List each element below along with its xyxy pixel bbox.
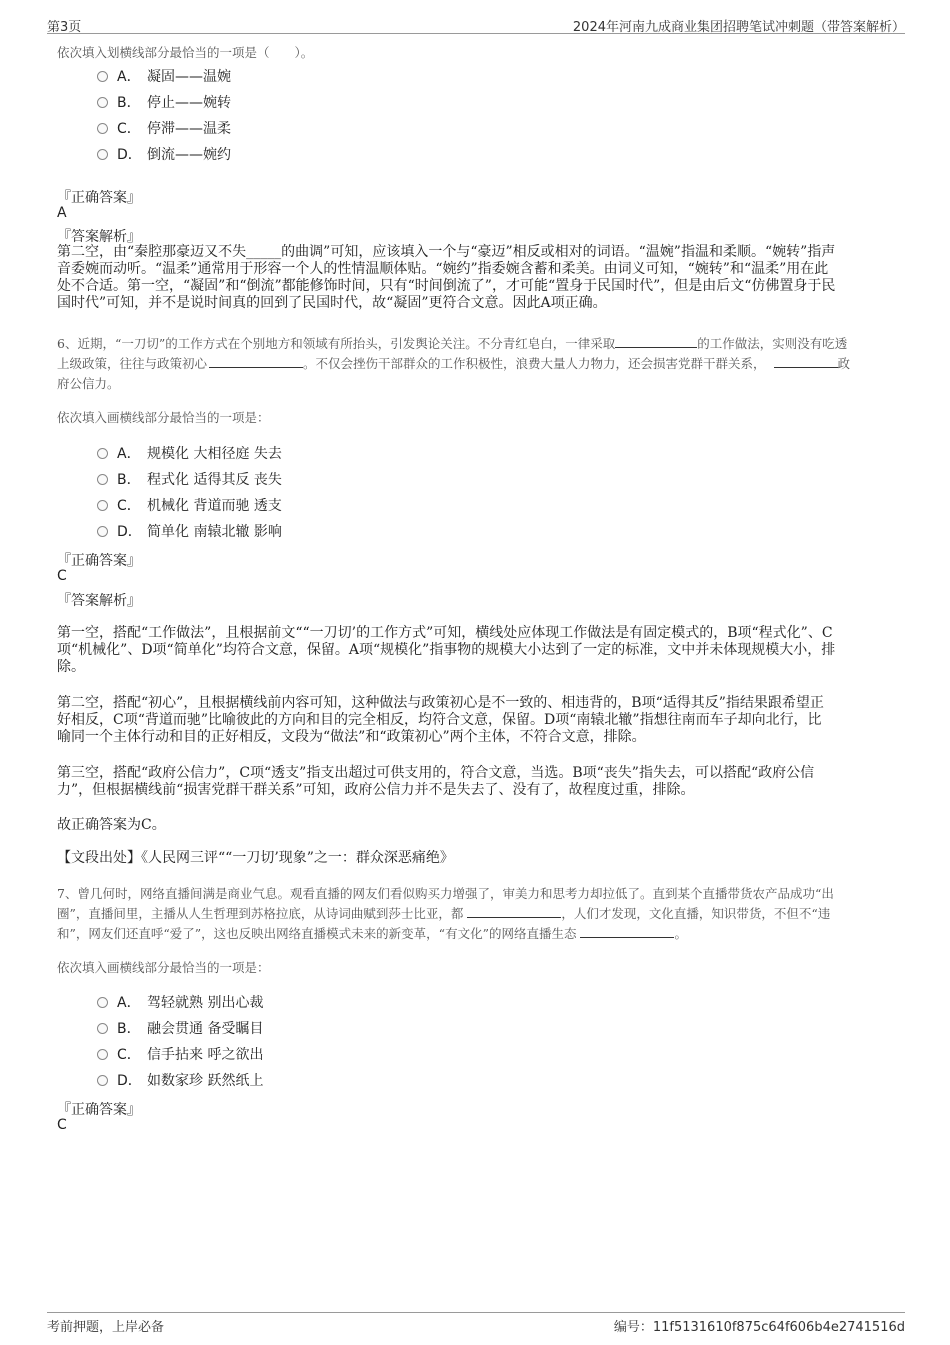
q5-analysis: 第二空，由“秦腔那豪迈又不失_____的曲调”可知，应该填入一个与“豪迈”相反或相对的词语。“温婉”指温和柔顺。“婉转”指声 音委婉而动听。“温柔”通常用于形容一个人的性情温顺体贴。“婉约”指委婉含蓄和柔美。由词义可知，“婉转”和“温柔”用在此 处不合适。第一空，“凝固”和“倒流”都能修饰时间，只有“时间倒流了”，才可能“置身于民国时代”，但是由后文“仿佛置身于民 国时代”可知，并不是说时间真的回到了民国时代，故“凝固”更符合文意。因此A项正确。	[57, 244, 836, 311]
q6-option-b[interactable]: B． 程式化 适得其反 丧失	[97, 469, 282, 491]
radio-icon[interactable]	[97, 448, 108, 459]
radio-icon[interactable]	[97, 123, 108, 134]
radio-icon[interactable]	[97, 500, 108, 511]
page-header	[47, 13, 905, 34]
q5-answer: A	[57, 205, 67, 221]
radio-icon[interactable]	[97, 526, 108, 537]
blank-line	[774, 355, 838, 368]
q6-source: 【文段出处】《人民网三评““一刀切’现象”之一：群众深恶痛绝》	[57, 850, 454, 866]
q6-stem: 6、近期，“一刀切”的工作方式在个别地方和领域有所抬头，引发舆论关注。不分青红皂白，一律采取 的工作做法，实则没有吃透 上级政策，往往与政策初心 。不仅会挫伤干部群众的工作积极性，浪费大量人力物力，还会损害党群干群关系， 政 府公信力。	[57, 336, 851, 391]
q6-answer-label: 『正确答案』	[57, 553, 141, 569]
q7-option-d[interactable]: D． 如数家珍 跃然纸上	[97, 1070, 263, 1092]
radio-icon[interactable]	[97, 1049, 108, 1060]
q7-option-b[interactable]: B． 融会贯通 备受瞩目	[97, 1018, 263, 1040]
q5-answer-label: 『正确答案』	[57, 190, 141, 206]
blank-line	[580, 925, 674, 938]
blank-line	[467, 905, 561, 918]
q6-analysis-label: 『答案解析』	[57, 593, 141, 609]
radio-icon[interactable]	[97, 71, 108, 82]
q7-option-a[interactable]: A． 驾轻就熟 别出心裁	[97, 992, 263, 1014]
q7-answer-label: 『正确答案』	[57, 1102, 141, 1118]
q6-answer: C	[57, 568, 67, 584]
q5-option-b[interactable]: B． 停止——婉转	[97, 92, 231, 114]
q7-prompt: 依次填入画横线部分最恰当的一项是：	[57, 960, 270, 975]
blank-line	[615, 335, 697, 348]
q6-analysis-p2: 第二空，搭配“初心”，且根据横线前内容可知，这种做法与政策初心是不一致的、相违背的，B项“适得其反”指结果跟希望正 好相反，C项“背道而驰”比喻彼此的方向和目的完全相反，均符合文意，保留。D项“南辕北辙”指想往南而车子却向北行，比 喻同一个主体行动和目的正好相反，文段为“做法”和“政策初心”两个主体，不符合文意，排除。	[57, 695, 824, 745]
q5-analysis-label: 『答案解析』	[57, 229, 141, 245]
page-footer	[47, 1312, 905, 1335]
document-title: 2024年河南九成商业集团招聘笔试冲刺题（带答案解析）	[572, 20, 905, 35]
q7-stem: 7、曾几何时，网络直播间满是商业气息。观看直播的网友们看似购买力增强了，审美力和思考力却拉低了。直到某个直播带货农产品成功“出 圈”，直播间里，主播从人生哲理到苏格拉底，从诗词曲赋到莎士比亚，都 ，人们才发现，文化直播，知识带货，不但不“违 和”，网友们还直呼“爱了”，这也反映出网络直播模式未来的新变革，“有文化”的网络直播生态 。	[57, 886, 834, 941]
q5-prompt: 依次填入划横线部分最恰当的一项是（ ）。	[57, 45, 314, 60]
q5-option-c[interactable]: C． 停滞——温柔	[97, 118, 231, 140]
q5-option-a[interactable]: A． 凝固——温婉	[97, 66, 231, 88]
q6-analysis-p3: 第三空，搭配“政府公信力”，C项“透支”指支出超过可供支用的，符合文意，当选。B项“丧失”指失去，可以搭配“政府公信 力”，但根据横线前“损害党群干群关系”可知，政府公信力并不是失去了、没有了，故程度过重，排除。	[57, 765, 815, 798]
blank-line	[209, 355, 303, 368]
footer-slogan: 考前押题，上岸必备	[47, 1320, 165, 1335]
q7-answer: C	[57, 1117, 67, 1133]
radio-icon[interactable]	[97, 997, 108, 1008]
radio-icon[interactable]	[97, 97, 108, 108]
page-number: 第3页	[47, 20, 82, 35]
q6-option-c[interactable]: C． 机械化 背道而驰 透支	[97, 495, 282, 517]
radio-icon[interactable]	[97, 1023, 108, 1034]
q6-conclusion: 故正确答案为C。	[57, 817, 166, 833]
q6-option-a[interactable]: A． 规模化 大相径庭 失去	[97, 443, 282, 465]
radio-icon[interactable]	[97, 1075, 108, 1086]
q6-analysis-p1: 第一空，搭配“工作做法”，且根据前文““一刀切’的工作方式”可知，横线处应体现工作做法是有固定模式的，B项“程式化”、C 项“机械化”、D项“简单化”均符合文意，保留。A项“规模化”指事物的规模大小达到了一定的标准，文中并未体现规模大小，排 除。	[57, 625, 836, 675]
document-code: 编号：11f5131610f875c64f606b4e2741516d	[613, 1320, 905, 1335]
q5-option-d[interactable]: D． 倒流——婉约	[97, 144, 231, 166]
radio-icon[interactable]	[97, 474, 108, 485]
q6-prompt: 依次填入画横线部分最恰当的一项是：	[57, 410, 270, 425]
q7-option-c[interactable]: C． 信手拈来 呼之欲出	[97, 1044, 263, 1066]
q6-option-d[interactable]: D． 简单化 南辕北辙 影响	[97, 521, 282, 543]
radio-icon[interactable]	[97, 149, 108, 160]
